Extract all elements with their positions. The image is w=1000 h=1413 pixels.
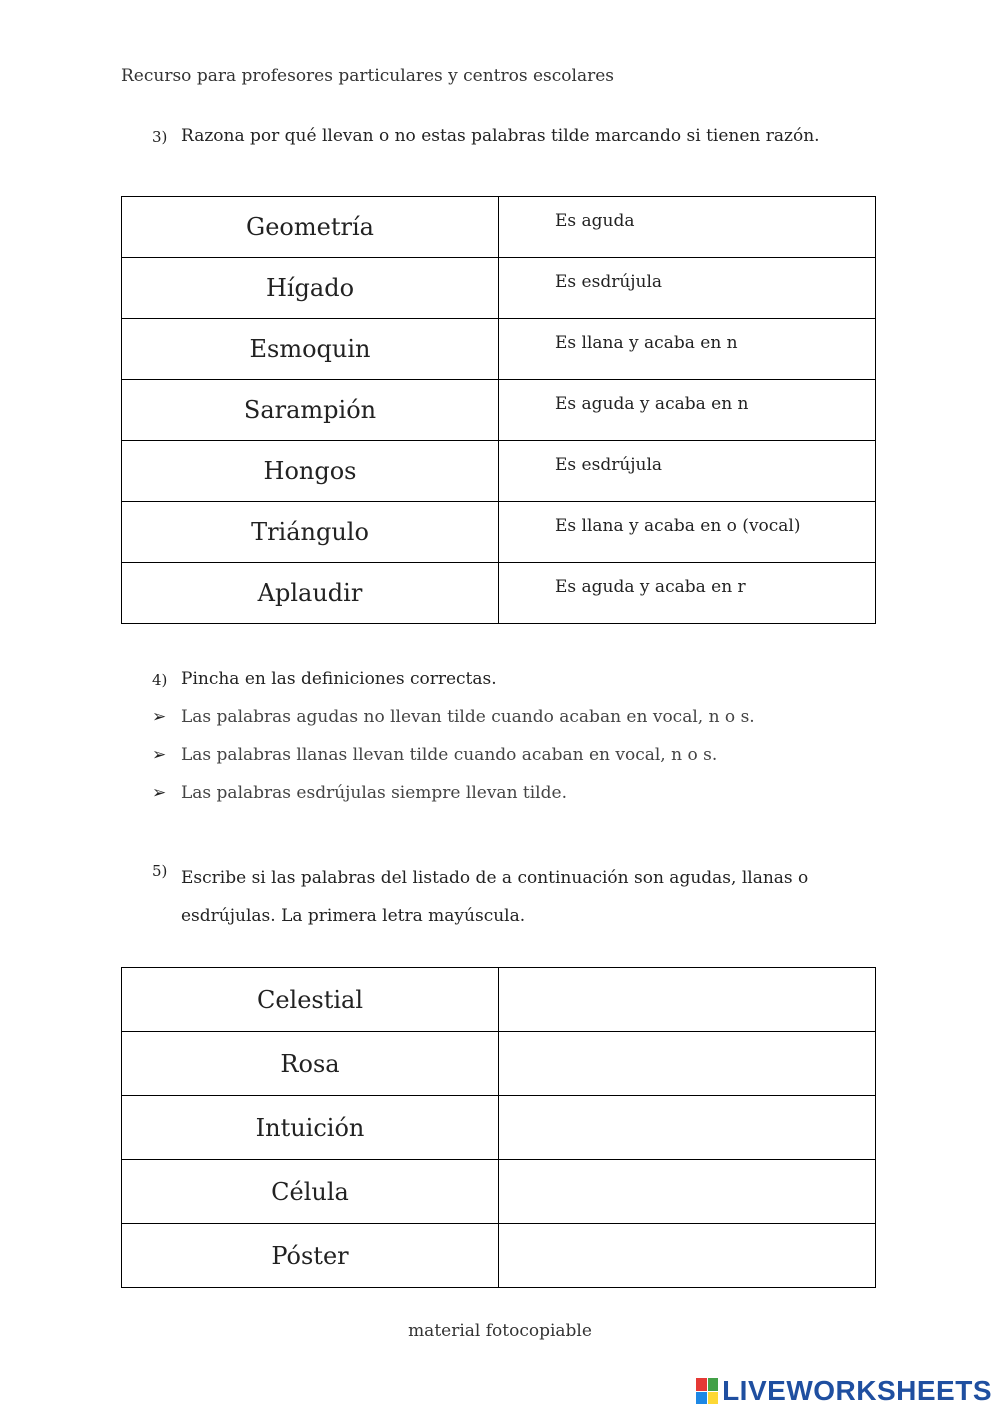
definition-option[interactable] bbox=[152, 707, 755, 727]
reason-text[interactable]: Es aguda y acaba en r bbox=[555, 577, 746, 597]
word-cell: Geometría bbox=[122, 197, 499, 258]
question-5-number: 5) bbox=[152, 862, 168, 880]
table-row bbox=[122, 197, 876, 258]
word-cell: Rosa bbox=[122, 1032, 499, 1096]
reason-text[interactable]: Es aguda bbox=[555, 211, 635, 231]
table-row bbox=[122, 258, 876, 319]
reason-text[interactable]: Es llana y acaba en n bbox=[555, 333, 738, 353]
answer-field[interactable] bbox=[499, 1096, 876, 1160]
definition-option[interactable] bbox=[152, 783, 567, 803]
reason-cell[interactable] bbox=[499, 563, 876, 624]
table-row bbox=[122, 319, 876, 380]
word-cell: Triángulo bbox=[122, 502, 499, 563]
logo-square bbox=[696, 1392, 707, 1405]
answer-field[interactable] bbox=[499, 1224, 876, 1288]
liveworksheets-brand bbox=[696, 1375, 992, 1407]
reason-text[interactable]: Es aguda y acaba en n bbox=[555, 394, 749, 414]
word-cell: Sarampión bbox=[122, 380, 499, 441]
table-row bbox=[122, 380, 876, 441]
answer-field[interactable] bbox=[499, 1160, 876, 1224]
logo-square bbox=[696, 1378, 707, 1391]
logo-square bbox=[708, 1378, 719, 1391]
table-row bbox=[122, 1224, 876, 1288]
word-cell: Aplaudir bbox=[122, 563, 499, 624]
reason-text[interactable]: Es esdrújula bbox=[555, 272, 663, 292]
word-cell: Celestial bbox=[122, 968, 499, 1032]
question-4-number: 4) bbox=[152, 671, 168, 689]
reason-cell[interactable] bbox=[499, 319, 876, 380]
reason-cell[interactable] bbox=[499, 380, 876, 441]
logo-square bbox=[708, 1392, 719, 1405]
liveworksheets-logo-icon bbox=[696, 1378, 718, 1404]
table-row bbox=[122, 1032, 876, 1096]
question-4-text: Pincha en las definiciones correctas. bbox=[181, 669, 497, 689]
reason-text[interactable]: Es llana y acaba en o (vocal) bbox=[555, 516, 801, 536]
question-5-text: Escribe si las palabras del listado de a continuación son agudas, llanas o esdrújulas. La primera letra mayúscula. bbox=[181, 868, 809, 926]
definition-option[interactable] bbox=[152, 745, 717, 765]
word-cell: Hígado bbox=[122, 258, 499, 319]
reason-cell[interactable] bbox=[499, 197, 876, 258]
arrow-bullet-icon: ➢ bbox=[152, 707, 167, 727]
arrow-bullet-icon: ➢ bbox=[152, 745, 167, 765]
question-3-number: 3) bbox=[152, 128, 168, 146]
answer-field[interactable] bbox=[499, 968, 876, 1032]
word-cell: Póster bbox=[122, 1224, 499, 1288]
word-cell: Esmoquin bbox=[122, 319, 499, 380]
table-row bbox=[122, 968, 876, 1032]
question-5-table bbox=[121, 967, 876, 1288]
definition-option-text[interactable]: Las palabras agudas no llevan tilde cuando acaban en vocal, n o s. bbox=[181, 707, 755, 727]
reason-cell[interactable] bbox=[499, 502, 876, 563]
question-3-table bbox=[121, 196, 876, 624]
brand-name: LIVEWORKSHEETS bbox=[722, 1375, 992, 1406]
definition-option-text[interactable]: Las palabras esdrújulas siempre llevan tilde. bbox=[181, 783, 567, 803]
reason-cell[interactable] bbox=[499, 441, 876, 502]
table-row bbox=[122, 502, 876, 563]
page-footer: material fotocopiable bbox=[408, 1321, 592, 1341]
word-cell: Intuición bbox=[122, 1096, 499, 1160]
word-cell: Célula bbox=[122, 1160, 499, 1224]
word-cell: Hongos bbox=[122, 441, 499, 502]
question-3-text: Razona por qué llevan o no estas palabras tilde marcando si tienen razón. bbox=[181, 126, 820, 146]
reason-cell[interactable] bbox=[499, 258, 876, 319]
table-row bbox=[122, 1160, 876, 1224]
answer-field[interactable] bbox=[499, 1032, 876, 1096]
table-row bbox=[122, 563, 876, 624]
table-row bbox=[122, 1096, 876, 1160]
page-header: Recurso para profesores particulares y centros escolares bbox=[121, 66, 615, 86]
table-row bbox=[122, 441, 876, 502]
arrow-bullet-icon: ➢ bbox=[152, 783, 167, 803]
reason-text[interactable]: Es esdrújula bbox=[555, 455, 663, 475]
definition-option-text[interactable]: Las palabras llanas llevan tilde cuando acaban en vocal, n o s. bbox=[181, 745, 718, 765]
